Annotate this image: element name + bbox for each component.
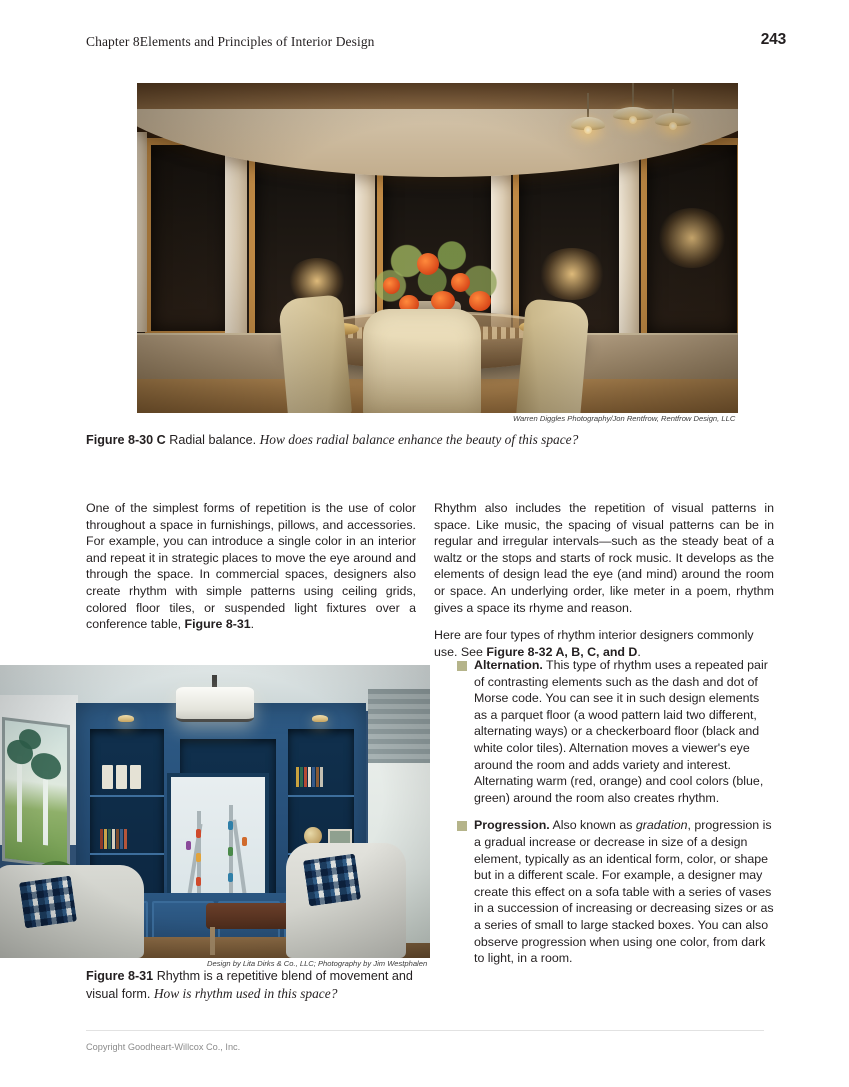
figure-8-31-caption-text: Rhythm is a repetitive blend of movement and visual form. (86, 969, 413, 1001)
figure-reference-8-31: Figure 8-31 (184, 617, 251, 632)
chapter-label: Chapter 8 (86, 34, 140, 49)
figure-8-31-credit: Design by Lita Dirks & Co., LLC; Photography by Jim Westphalen (207, 959, 428, 968)
figure-8-31-photo (0, 665, 430, 958)
window-shade (368, 689, 430, 763)
list-item-italic-term: gradation (635, 818, 688, 833)
list-item-text: This type of rhythm uses a repeated pair of contrasting elements such as the dash and dot of Morse code. You can see it in such design elements as a parquet floor (a wood pattern laid two different, alternating ways) or a checkerboard floor (black and white color tiles). Alternation moves a viewer's eye around the room and adds variety and interest. Alternating warm (red, orange) and cool colors (blue, green) around the room also creates rhythm. (474, 658, 768, 805)
figure-8-30-caption-text: Radial balance. (169, 433, 257, 447)
paragraph-repetition-period: . (250, 617, 255, 632)
books (296, 767, 323, 787)
chapter-title: Elements and Principles of Interior Design (139, 34, 375, 49)
dining-chair (516, 298, 590, 413)
list-item-text-continued: , progression is a gradual increase or decrease in size of a design element, typically as an identical form, color, or shape but in a different scale. For example, a designer may create this effect on a sofa table with a series of vases in a succession of increasing or decreasing sizes or as a series of small to large stacked boxes. You can also observe progression when using one color, from dark to light, in a room. (474, 818, 774, 966)
paragraph-four-types-text: Here are four types of rhythm interior designers commonly use. See (434, 628, 754, 659)
figure-8-30-caption (86, 431, 746, 449)
books (100, 829, 127, 849)
figure-8-30-caption-question: How does radial balance enhance the beauty of this space? (259, 432, 579, 447)
list-item-progression (434, 817, 774, 966)
page-number: 243 (760, 31, 786, 48)
plaid-pillow (303, 854, 361, 907)
figure-8-31-label: Figure 8-31 (86, 969, 154, 983)
paragraph-repetition-text: One of the simplest forms of repetition is the use of color throughout a space in furnishings, pillows, and accessories. For example, you can introduce a single color in an interior and repeat it in strategic places to move the eye around and through the space. In commercial spaces, designers also create rhythm with simple patterns using ceiling grids, colored floor tiles, or suspended light fixtures over a conference table, (86, 501, 416, 632)
floral-centerpiece (365, 233, 505, 313)
plaid-pillow (19, 876, 77, 929)
copyright-notice: Copyright Goodheart-Willcox Co., Inc. (86, 1042, 241, 1052)
list-item-term: Progression. (474, 818, 550, 833)
list-item-alternation (434, 657, 774, 806)
rhythm-types-list (434, 657, 774, 978)
landscape-painting (2, 717, 70, 869)
paragraph-four-types-period: . (637, 644, 641, 659)
bullet-square-icon (457, 661, 467, 671)
paragraph-repetition (86, 500, 416, 633)
paragraph-four-types (434, 627, 774, 660)
list-item-text: Also known as (549, 818, 636, 833)
figure-8-30-photo (137, 83, 738, 413)
footer-divider (86, 1030, 764, 1031)
figure-8-31-caption-question: How is rhythm used in this space? (153, 986, 338, 1001)
shelf-sconce (312, 715, 328, 722)
figure-8-30-credit: Warren Diggles Photography/Jon Rentfrow, Rentfrow Design, LLC (513, 414, 736, 423)
drum-ceiling-light (176, 687, 254, 722)
left-column-body (86, 500, 416, 644)
dining-chair (278, 294, 352, 413)
paragraph-rhythm: Rhythm also includes the repetition of visual patterns in space. Like music, the spacing of visual patterns can be in regular and irregular intervals—such as the steady beat of a waltz or the stops and starts of rock music. It develops as the elements of design lead the eye (and mind) around the room or space. An underlying order, like meter in a poem, rhythm gives a space its rhyme and reason. (434, 501, 774, 615)
birch-tree-artwork (167, 773, 269, 901)
figure-8-31-caption (86, 968, 438, 1003)
running-head (86, 33, 786, 55)
figure-reference-8-32: Figure 8-32 A, B, C, and D (486, 644, 638, 659)
ceiling-band (137, 83, 738, 109)
bullet-square-icon (457, 821, 467, 831)
right-column-body (434, 500, 774, 671)
list-item-term: Alternation. (474, 658, 543, 672)
shelf-sconce (118, 715, 134, 722)
figure-8-30-label: Figure 8-30 C (86, 433, 166, 447)
dining-chair (363, 309, 481, 413)
